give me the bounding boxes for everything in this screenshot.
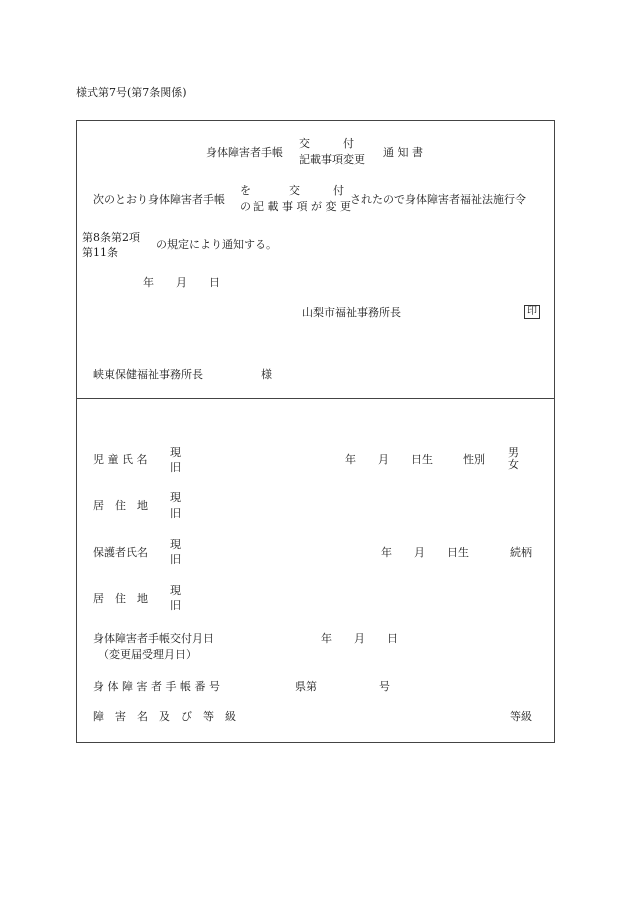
body-option-change: 記 載 事 項 が 変 更 xyxy=(253,200,351,213)
sex-female: 女 xyxy=(508,458,519,471)
guardian-birthdate: 年 月 日生 xyxy=(381,546,469,559)
child-name-label: 児 童 氏 名 xyxy=(93,453,148,466)
body-lead: 次のとおり身体障害者手帳 xyxy=(93,193,225,206)
child-name-former-mark: 旧 xyxy=(170,461,181,474)
title-suffix: 通 知 書 xyxy=(383,146,423,159)
article-option-1: 第8条第2項 xyxy=(82,231,140,244)
body-particle-no: の xyxy=(240,200,251,213)
body-tail: されたので身体障害者福祉法施行令 xyxy=(350,193,526,206)
addressee-name: 峡東保健福祉事務所長 xyxy=(93,368,203,381)
child-name-current-mark: 現 xyxy=(170,446,181,459)
guardian-name-label: 保護者氏名 xyxy=(93,546,148,559)
body-particle-wo: を xyxy=(240,184,251,197)
sex-label: 性別 xyxy=(463,453,485,466)
addressee-honorific: 様 xyxy=(261,368,272,381)
handbook-number-label: 身 体 障 害 者 手 帳 番 号 xyxy=(93,680,220,693)
guardian-name-former-mark: 旧 xyxy=(170,553,181,566)
guardian-residence-label: 居 住 地 xyxy=(93,592,148,605)
guardian-name-current-mark: 現 xyxy=(170,538,181,551)
handbook-number-prefix: 県第 xyxy=(295,680,317,693)
title-option-issue: 交 付 xyxy=(299,137,354,150)
notice-date: 年 月 日 xyxy=(143,276,220,289)
handbook-number-suffix: 号 xyxy=(379,680,390,693)
issue-date-label: 身体障害者手帳交付月日 xyxy=(93,632,214,645)
sex-male: 男 xyxy=(508,446,519,459)
child-residence-label: 居 住 地 xyxy=(93,499,148,512)
body-option-issue: 交 付 xyxy=(289,184,344,197)
article-tail: の規定により通知する。 xyxy=(156,238,277,251)
title-option-change: 記載事項変更 xyxy=(299,153,365,166)
guardian-residence-current-mark: 現 xyxy=(170,584,181,597)
guardian-residence-former-mark: 旧 xyxy=(170,599,181,612)
issue-date-value: 年 月 日 xyxy=(321,632,398,645)
issuer-name: 山梨市福祉事務所長 xyxy=(302,306,401,319)
seal-mark: 印 xyxy=(524,305,540,319)
issue-date-sublabel: （変更届受理月日） xyxy=(98,648,197,661)
article-option-2: 第11条 xyxy=(82,246,118,259)
title-prefix: 身体障害者手帳 xyxy=(206,146,283,159)
form-number-label: 様式第7号(第7条関係) xyxy=(76,86,187,99)
grade-suffix: 等級 xyxy=(510,710,532,723)
child-birthdate: 年 月 日生 xyxy=(345,453,433,466)
child-residence-former-mark: 旧 xyxy=(170,507,181,520)
relation-label: 続柄 xyxy=(510,546,532,559)
child-residence-current-mark: 現 xyxy=(170,491,181,504)
disability-label: 障 害 名 及 び 等 級 xyxy=(93,710,236,723)
